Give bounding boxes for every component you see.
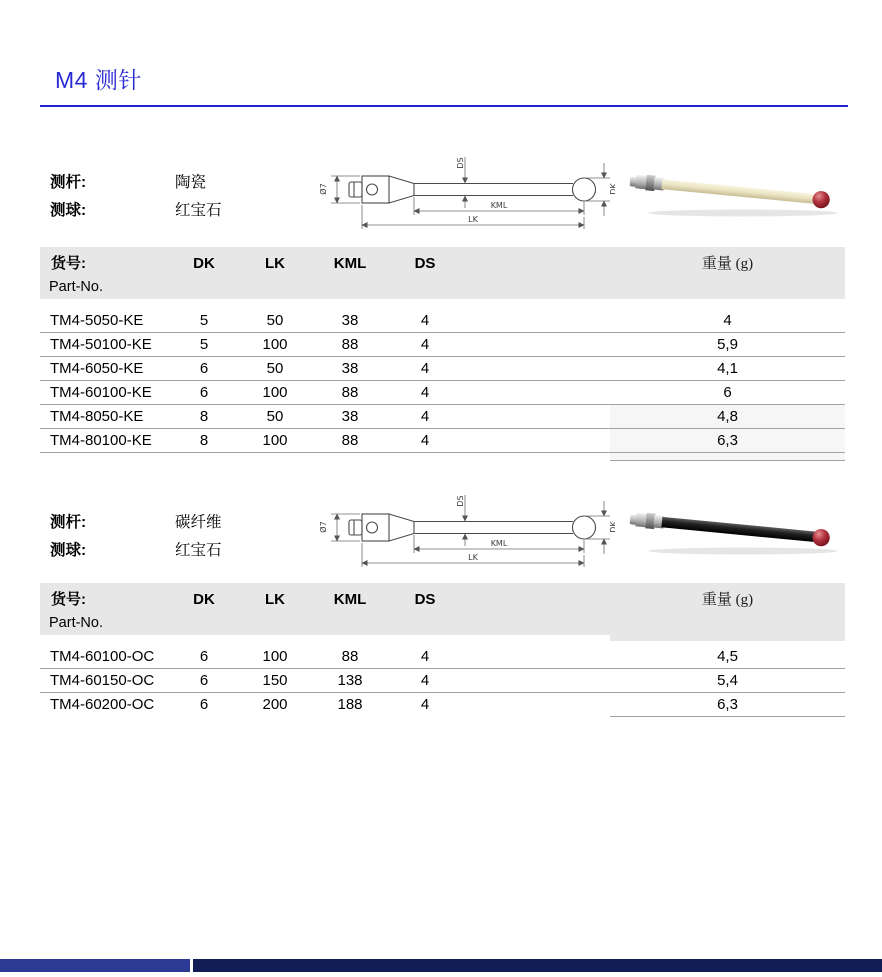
dk-cell: 5: [199, 312, 209, 329]
dk-cell: 5: [199, 336, 209, 353]
col-header-dk: DK: [193, 591, 215, 608]
footer-accent-segment: [0, 959, 190, 972]
col-header-kml: KML: [333, 255, 367, 272]
ball-value: 红宝石: [175, 542, 222, 559]
ball-label: 测球:: [50, 202, 87, 219]
col-header-ds: DS: [414, 591, 436, 608]
table-row: [40, 429, 845, 453]
kml-cell: 88: [341, 432, 359, 449]
kml-cell: 88: [341, 336, 359, 353]
kml-cell: 188: [337, 696, 363, 713]
dk-cell: 6: [199, 360, 209, 377]
part-no-cell: TM4-60200-OC: [50, 696, 155, 713]
spec-list: [50, 509, 222, 565]
lk-cell: 50: [266, 312, 284, 329]
col-header-weight: 重量 (g): [701, 256, 754, 272]
spec-row-shaft: [50, 169, 222, 197]
table-header: [40, 247, 845, 299]
spec-row-ball: [50, 197, 222, 225]
kml-cell: 88: [341, 648, 359, 665]
dk-cell: 6: [199, 696, 209, 713]
shaft-label: 测杆:: [50, 514, 87, 531]
table-row: [40, 357, 845, 381]
part-no-cell: TM4-60100-OC: [50, 648, 155, 665]
ds-cell: 4: [420, 384, 430, 401]
weight-cell: 4: [723, 312, 732, 329]
lk-cell: 100: [262, 336, 288, 353]
part-no-cell: TM4-50100-KE: [50, 336, 152, 353]
lk-cell: 100: [262, 432, 288, 449]
part-no-cell: TM4-6050-KE: [50, 360, 144, 377]
shaft-value: 陶瓷: [175, 174, 207, 191]
ds-cell: 4: [420, 312, 430, 329]
spec-row-shaft: [50, 509, 222, 537]
col-header-lk: LK: [265, 255, 285, 272]
weight-cell: 6,3: [610, 429, 845, 452]
col-header-part-no-cn: 货号:: [51, 591, 86, 608]
part-no-cell: TM4-60150-OC: [50, 672, 155, 689]
section-carbon-fiber: [0, 483, 882, 733]
kml-cell: 138: [337, 672, 363, 689]
weight-cell: 4,8: [610, 405, 845, 428]
lk-cell: 150: [262, 672, 288, 689]
ceramic-shaft-ruby-ball-stylus-photo: [628, 159, 846, 221]
part-no-cell: TM4-8050-KE: [50, 408, 144, 425]
weight-cell: 6: [723, 384, 732, 401]
col-header-part-no-en: Part-No.: [49, 615, 103, 631]
ds-cell: 4: [420, 408, 430, 425]
lk-cell: 100: [262, 648, 288, 665]
ds-cell: 4: [420, 360, 430, 377]
parts-table-carbon-fiber: [40, 583, 845, 717]
table-body: [40, 309, 845, 461]
part-no-cell: TM4-5050-KE: [50, 312, 144, 329]
parts-table-ceramic: [40, 247, 845, 461]
table-row: [40, 645, 845, 669]
section-ceramic: [0, 145, 882, 480]
col-header-weight: 重量 (g): [701, 592, 754, 608]
stylus-technical-drawing: [313, 145, 615, 237]
weight-cell: 6,3: [610, 693, 845, 717]
weight-cell: 5,9: [717, 336, 738, 353]
col-header-part-no-en: Part-No.: [49, 279, 103, 295]
ball-value: 红宝石: [175, 202, 222, 219]
kml-cell: 88: [341, 384, 359, 401]
weight-cell: 4,5: [717, 648, 738, 665]
footer-bar: [0, 959, 882, 972]
dk-cell: 8: [199, 432, 209, 449]
ds-cell: 4: [420, 648, 430, 665]
dk-cell: 6: [199, 384, 209, 401]
dk-cell: 6: [199, 672, 209, 689]
table-row: [40, 333, 845, 357]
col-header-part-no-cn: 货号:: [51, 255, 86, 272]
ds-cell: 4: [420, 432, 430, 449]
page-title: M4 测针: [40, 62, 848, 107]
spec-row-ball: [50, 537, 222, 565]
ds-cell: 4: [420, 696, 430, 713]
table-row: [40, 669, 845, 693]
ball-label: 测球:: [50, 542, 87, 559]
table-row: [40, 693, 845, 717]
kml-cell: 38: [341, 312, 359, 329]
kml-cell: 38: [341, 360, 359, 377]
part-no-cell: TM4-80100-KE: [50, 432, 152, 449]
dk-cell: 6: [199, 648, 209, 665]
weight-cell: 5,4: [717, 672, 738, 689]
col-header-kml: KML: [333, 591, 367, 608]
table-body: [40, 645, 845, 717]
weight-column-shading: [610, 453, 845, 461]
lk-cell: 200: [262, 696, 288, 713]
ds-cell: 4: [420, 672, 430, 689]
table-row: [40, 309, 845, 333]
table-row: [40, 381, 845, 405]
stylus-technical-drawing: [313, 483, 615, 575]
col-header-ds: DS: [414, 255, 436, 272]
weight-column-shading: [610, 635, 845, 641]
table-header: [40, 583, 845, 635]
shaft-label: 测杆:: [50, 174, 87, 191]
part-no-cell: TM4-60100-KE: [50, 384, 152, 401]
footer-navy-segment: [193, 959, 882, 972]
kml-cell: 38: [341, 408, 359, 425]
dk-cell: 8: [199, 408, 209, 425]
weight-cell: 4,1: [717, 360, 738, 377]
shaft-value: 碳纤维: [175, 514, 222, 531]
lk-cell: 50: [266, 408, 284, 425]
ds-cell: 4: [420, 336, 430, 353]
table-row: [40, 405, 845, 429]
lk-cell: 100: [262, 384, 288, 401]
spec-list: [50, 169, 222, 225]
col-header-dk: DK: [193, 255, 215, 272]
carbon-fiber-shaft-ruby-ball-stylus-photo: [628, 497, 846, 559]
lk-cell: 50: [266, 360, 284, 377]
col-header-lk: LK: [265, 591, 285, 608]
